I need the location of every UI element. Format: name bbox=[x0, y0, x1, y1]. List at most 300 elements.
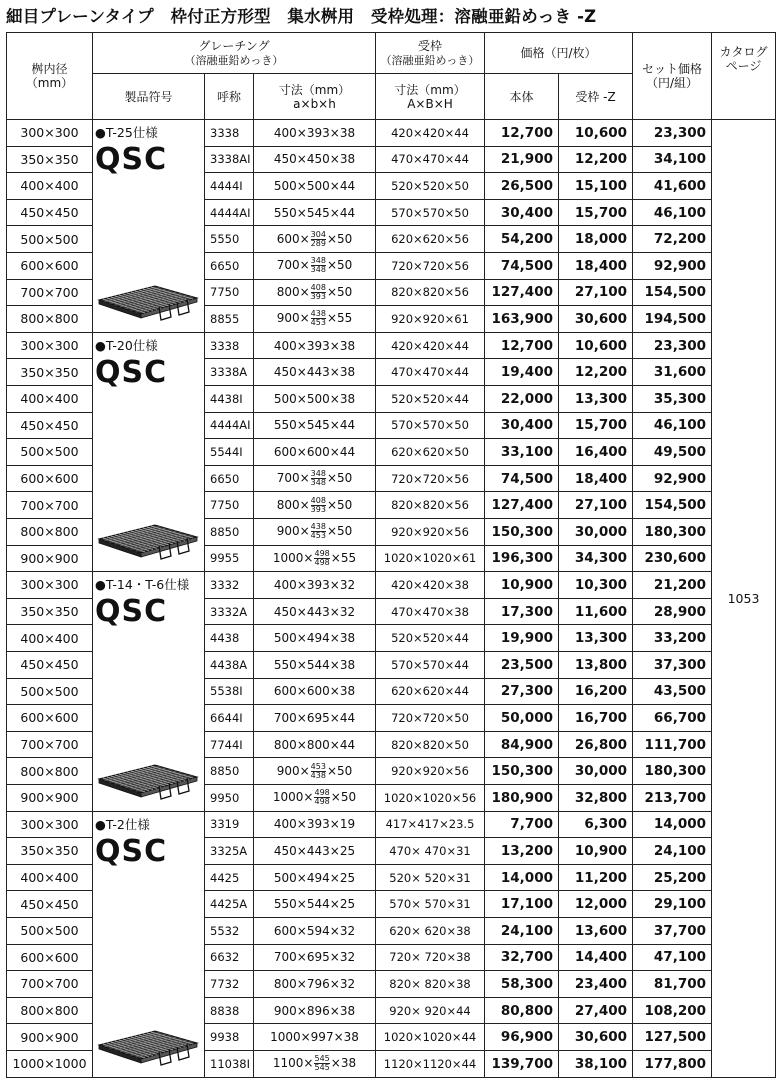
grating-dimension: 600×600×38 bbox=[254, 678, 376, 705]
grating-dimension: 400×393×38 bbox=[254, 332, 376, 359]
grating-name: 4438 bbox=[205, 625, 254, 652]
catalog-page: 1053 bbox=[712, 120, 776, 1078]
grating-illustration bbox=[97, 507, 199, 567]
grating-illustration bbox=[97, 1013, 199, 1073]
body-price: 74,500 bbox=[485, 465, 559, 492]
frame-price: 30,600 bbox=[559, 1024, 633, 1051]
dimension-fraction: $\frac{348}{348}$ bbox=[310, 469, 326, 488]
page-title: 細目プレーンタイプ 枠付正方形型 集水桝用 受枠処理：溶融亜鉛めっき -Z bbox=[6, 7, 597, 26]
inner-diameter: 350×350 bbox=[7, 838, 93, 865]
grating-name: 3338 bbox=[205, 332, 254, 359]
body-price: 196,300 bbox=[485, 545, 559, 572]
body-price: 80,800 bbox=[485, 997, 559, 1024]
dimension-fraction: $\frac{453}{438}$ bbox=[310, 761, 326, 780]
frame-price: 30,000 bbox=[559, 758, 633, 785]
frame-price: 18,400 bbox=[559, 465, 633, 492]
set-price: 23,300 bbox=[633, 332, 712, 359]
frame-dimension: 720×720×56 bbox=[376, 252, 485, 279]
frame-price: 6,300 bbox=[559, 811, 633, 838]
grating-name: 7750 bbox=[205, 492, 254, 519]
frame-price: 12,200 bbox=[559, 359, 633, 386]
grating-name: 6644I bbox=[205, 705, 254, 732]
frame-price: 13,300 bbox=[559, 385, 633, 412]
inner-diameter: 300×300 bbox=[7, 811, 93, 838]
load-spec: ●T-20仕様 bbox=[95, 337, 158, 353]
grating-dimension: 500×500×44 bbox=[254, 173, 376, 200]
grating-dimension: 1000× $\frac{498}{498}$ ×50 bbox=[254, 784, 376, 811]
set-price: 14,000 bbox=[633, 811, 712, 838]
frame-price: 30,000 bbox=[559, 518, 633, 545]
set-price: 92,900 bbox=[633, 465, 712, 492]
header-frame-dim: 寸法（mm） A×B×H bbox=[376, 74, 485, 120]
grating-name: 4444AI bbox=[205, 412, 254, 439]
grating-dimension: 400×393×19 bbox=[254, 811, 376, 838]
grating-name: 3338 bbox=[205, 120, 254, 147]
set-price: 25,200 bbox=[633, 864, 712, 891]
product-code-cell bbox=[93, 332, 205, 571]
header-body-price: 本体 bbox=[485, 74, 559, 120]
set-price: 49,500 bbox=[633, 439, 712, 466]
set-price: 34,100 bbox=[633, 146, 712, 173]
grating-dimension: 800×800×44 bbox=[254, 731, 376, 758]
grating-name: 6650 bbox=[205, 252, 254, 279]
grating-name: 11038I bbox=[205, 1050, 254, 1077]
grating-name: 3332A bbox=[205, 598, 254, 625]
grating-name: 4425A bbox=[205, 891, 254, 918]
frame-dimension: 920×920×56 bbox=[376, 758, 485, 785]
grating-dimension: 600×594×32 bbox=[254, 917, 376, 944]
set-price: 92,900 bbox=[633, 252, 712, 279]
grating-dimension: 700×695×44 bbox=[254, 705, 376, 732]
body-price: 17,100 bbox=[485, 891, 559, 918]
body-price: 19,900 bbox=[485, 625, 559, 652]
frame-price: 18,000 bbox=[559, 226, 633, 253]
grating-name: 9950 bbox=[205, 784, 254, 811]
frame-price: 13,800 bbox=[559, 651, 633, 678]
grating-name: 8850 bbox=[205, 758, 254, 785]
set-price: 46,100 bbox=[633, 412, 712, 439]
frame-dimension: 820×820×50 bbox=[376, 731, 485, 758]
frame-price: 16,400 bbox=[559, 439, 633, 466]
grating-dimension: 450×443×32 bbox=[254, 598, 376, 625]
grating-illustration bbox=[97, 747, 199, 807]
body-price: 180,900 bbox=[485, 784, 559, 811]
set-price: 41,600 bbox=[633, 173, 712, 200]
header-diameter: 桝内径 （mm） bbox=[7, 33, 93, 120]
grating-dimension: 1100× $\frac{545}{545}$ ×38 bbox=[254, 1050, 376, 1077]
header-name: 呼称 bbox=[205, 74, 254, 120]
set-price: 213,700 bbox=[633, 784, 712, 811]
grating-name: 5532 bbox=[205, 917, 254, 944]
set-price: 81,700 bbox=[633, 971, 712, 998]
body-price: 26,500 bbox=[485, 173, 559, 200]
inner-diameter: 350×350 bbox=[7, 598, 93, 625]
set-price: 29,100 bbox=[633, 891, 712, 918]
grating-name: 4444I bbox=[205, 173, 254, 200]
product-code-cell bbox=[93, 811, 205, 1077]
grating-dimension: 450×450×38 bbox=[254, 146, 376, 173]
frame-price: 30,600 bbox=[559, 306, 633, 333]
inner-diameter: 400×400 bbox=[7, 173, 93, 200]
inner-diameter: 600×600 bbox=[7, 465, 93, 492]
grating-dimension: 900× $\frac{438}{453}$ ×50 bbox=[254, 518, 376, 545]
inner-diameter: 500×500 bbox=[7, 678, 93, 705]
body-price: 22,000 bbox=[485, 385, 559, 412]
grating-dimension: 500×500×38 bbox=[254, 385, 376, 412]
dimension-fraction: $\frac{498}{498}$ bbox=[314, 788, 330, 807]
set-price: 108,200 bbox=[633, 997, 712, 1024]
load-spec: ●T-25仕様 bbox=[95, 125, 158, 140]
frame-dimension: 720×720×50 bbox=[376, 705, 485, 732]
body-price: 14,000 bbox=[485, 864, 559, 891]
body-price: 150,300 bbox=[485, 758, 559, 785]
frame-dimension: 1120×1120×44 bbox=[376, 1050, 485, 1077]
dimension-fraction: $\frac{498}{498}$ bbox=[314, 548, 330, 567]
grating-name: 8850 bbox=[205, 518, 254, 545]
inner-diameter: 500×500 bbox=[7, 917, 93, 944]
product-box bbox=[95, 123, 204, 332]
frame-dimension: 520×520×44 bbox=[376, 385, 485, 412]
frame-price: 11,600 bbox=[559, 598, 633, 625]
inner-diameter: 300×300 bbox=[7, 332, 93, 359]
inner-diameter: 1000×1000 bbox=[7, 1050, 93, 1077]
frame-dimension: 470× 470×31 bbox=[376, 838, 485, 865]
product-box bbox=[95, 815, 204, 1077]
dimension-fraction: $\frac{304}{289}$ bbox=[310, 229, 326, 248]
set-price: 37,300 bbox=[633, 651, 712, 678]
inner-diameter: 700×700 bbox=[7, 279, 93, 306]
set-price: 21,200 bbox=[633, 572, 712, 599]
grating-name: 3325A bbox=[205, 838, 254, 865]
header-frame: 受枠 （溶融亜鉛めっき） bbox=[376, 33, 485, 74]
inner-diameter: 800×800 bbox=[7, 518, 93, 545]
set-price: 28,900 bbox=[633, 598, 712, 625]
frame-price: 10,900 bbox=[559, 838, 633, 865]
frame-price: 13,300 bbox=[559, 625, 633, 652]
frame-dimension: 520×520×44 bbox=[376, 625, 485, 652]
inner-diameter: 600×600 bbox=[7, 944, 93, 971]
grating-name: 6632 bbox=[205, 944, 254, 971]
dimension-fraction: $\frac{438}{453}$ bbox=[310, 309, 326, 328]
body-price: 12,700 bbox=[485, 332, 559, 359]
frame-dimension: 720× 720×38 bbox=[376, 944, 485, 971]
inner-diameter: 600×600 bbox=[7, 252, 93, 279]
price-table-container bbox=[6, 32, 775, 1078]
dimension-fraction: $\frac{408}{393}$ bbox=[310, 495, 326, 514]
grating-illustration bbox=[97, 268, 199, 328]
body-price: 84,900 bbox=[485, 731, 559, 758]
body-price: 127,400 bbox=[485, 279, 559, 306]
set-price: 180,300 bbox=[633, 758, 712, 785]
grating-name: 3332 bbox=[205, 572, 254, 599]
load-spec: ●T-14・T-6仕様 bbox=[95, 577, 190, 593]
inner-diameter: 800×800 bbox=[7, 306, 93, 333]
frame-price: 15,700 bbox=[559, 412, 633, 439]
inner-diameter: 900×900 bbox=[7, 1024, 93, 1051]
frame-dimension: 420×420×38 bbox=[376, 572, 485, 599]
frame-dimension: 1020×1020×56 bbox=[376, 784, 485, 811]
frame-dimension: 1020×1020×44 bbox=[376, 1024, 485, 1051]
table-row bbox=[7, 332, 776, 359]
inner-diameter: 350×350 bbox=[7, 359, 93, 386]
grating-dimension: 400×393×38 bbox=[254, 120, 376, 147]
grating-name: 6650 bbox=[205, 465, 254, 492]
set-price: 154,500 bbox=[633, 279, 712, 306]
body-price: 7,700 bbox=[485, 811, 559, 838]
grating-name: 7750 bbox=[205, 279, 254, 306]
set-price: 46,100 bbox=[633, 199, 712, 226]
table-row bbox=[7, 120, 776, 147]
body-price: 50,000 bbox=[485, 705, 559, 732]
grating-name: 4444AI bbox=[205, 199, 254, 226]
grating-dimension: 450×443×25 bbox=[254, 838, 376, 865]
set-price: 194,500 bbox=[633, 306, 712, 333]
product-code: QSC bbox=[95, 833, 168, 869]
frame-dimension: 570×570×44 bbox=[376, 651, 485, 678]
body-price: 10,900 bbox=[485, 572, 559, 599]
frame-price: 23,400 bbox=[559, 971, 633, 998]
set-price: 31,600 bbox=[633, 359, 712, 386]
inner-diameter: 700×700 bbox=[7, 492, 93, 519]
set-price: 72,200 bbox=[633, 226, 712, 253]
body-price: 24,100 bbox=[485, 917, 559, 944]
body-price: 96,900 bbox=[485, 1024, 559, 1051]
set-price: 23,300 bbox=[633, 120, 712, 147]
header-price: 価格（円/枚） bbox=[485, 33, 633, 74]
body-price: 163,900 bbox=[485, 306, 559, 333]
body-price: 33,100 bbox=[485, 439, 559, 466]
body-price: 74,500 bbox=[485, 252, 559, 279]
grating-dimension: 550×545×44 bbox=[254, 199, 376, 226]
header-frame-price: 受枠 -Z bbox=[559, 74, 633, 120]
inner-diameter: 500×500 bbox=[7, 439, 93, 466]
grating-name: 9955 bbox=[205, 545, 254, 572]
product-code: QSC bbox=[95, 142, 168, 177]
frame-dimension: 720×720×56 bbox=[376, 465, 485, 492]
inner-diameter: 900×900 bbox=[7, 784, 93, 811]
grating-dimension: 700× $\frac{348}{348}$ ×50 bbox=[254, 465, 376, 492]
frame-dimension: 470×470×44 bbox=[376, 146, 485, 173]
product-box bbox=[95, 575, 204, 810]
grating-dimension: 900× $\frac{438}{453}$ ×55 bbox=[254, 306, 376, 333]
set-price: 111,700 bbox=[633, 731, 712, 758]
inner-diameter: 400×400 bbox=[7, 625, 93, 652]
frame-price: 11,200 bbox=[559, 864, 633, 891]
inner-diameter: 450×450 bbox=[7, 199, 93, 226]
product-code-cell bbox=[93, 572, 205, 811]
set-price: 230,600 bbox=[633, 545, 712, 572]
frame-dimension: 1020×1020×61 bbox=[376, 545, 485, 572]
grating-dimension: 700×695×32 bbox=[254, 944, 376, 971]
load-spec: ●T-2仕様 bbox=[95, 816, 150, 832]
set-price: 66,700 bbox=[633, 705, 712, 732]
inner-diameter: 400×400 bbox=[7, 864, 93, 891]
frame-dimension: 920×920×56 bbox=[376, 518, 485, 545]
body-price: 13,200 bbox=[485, 838, 559, 865]
grating-name: 5538I bbox=[205, 678, 254, 705]
frame-dimension: 470×470×44 bbox=[376, 359, 485, 386]
header-dim: 寸法（mm） a×b×h bbox=[254, 74, 376, 120]
grating-name: 4425 bbox=[205, 864, 254, 891]
body-price: 58,300 bbox=[485, 971, 559, 998]
body-price: 23,500 bbox=[485, 651, 559, 678]
grating-name: 3338A bbox=[205, 359, 254, 386]
set-price: 37,700 bbox=[633, 917, 712, 944]
frame-price: 38,100 bbox=[559, 1050, 633, 1077]
frame-price: 27,100 bbox=[559, 492, 633, 519]
grating-dimension: 550×545×44 bbox=[254, 412, 376, 439]
frame-price: 12,200 bbox=[559, 146, 633, 173]
inner-diameter: 300×300 bbox=[7, 120, 93, 147]
frame-price: 10,600 bbox=[559, 120, 633, 147]
frame-price: 14,400 bbox=[559, 944, 633, 971]
inner-diameter: 450×450 bbox=[7, 412, 93, 439]
frame-dimension: 920×920×61 bbox=[376, 306, 485, 333]
frame-dimension: 520×520×50 bbox=[376, 173, 485, 200]
inner-diameter: 400×400 bbox=[7, 385, 93, 412]
inner-diameter: 350×350 bbox=[7, 146, 93, 173]
inner-diameter: 500×500 bbox=[7, 226, 93, 253]
frame-price: 13,600 bbox=[559, 917, 633, 944]
set-price: 24,100 bbox=[633, 838, 712, 865]
grating-dimension: 900× $\frac{453}{438}$ ×50 bbox=[254, 758, 376, 785]
frame-dimension: 620×620×50 bbox=[376, 439, 485, 466]
frame-price: 16,200 bbox=[559, 678, 633, 705]
grating-dimension: 550×544×25 bbox=[254, 891, 376, 918]
frame-dimension: 920× 920×44 bbox=[376, 997, 485, 1024]
frame-dimension: 820×820×56 bbox=[376, 492, 485, 519]
price-table bbox=[6, 32, 776, 1078]
dimension-fraction: $\frac{545}{545}$ bbox=[314, 1054, 330, 1073]
inner-diameter: 600×600 bbox=[7, 705, 93, 732]
set-price: 43,500 bbox=[633, 678, 712, 705]
frame-dimension: 520× 520×31 bbox=[376, 864, 485, 891]
body-price: 21,900 bbox=[485, 146, 559, 173]
grating-dimension: 700× $\frac{348}{348}$ ×50 bbox=[254, 252, 376, 279]
frame-price: 18,400 bbox=[559, 252, 633, 279]
grating-dimension: 450×443×38 bbox=[254, 359, 376, 386]
grating-name: 7744I bbox=[205, 731, 254, 758]
body-price: 19,400 bbox=[485, 359, 559, 386]
frame-dimension: 820× 820×38 bbox=[376, 971, 485, 998]
set-price: 47,100 bbox=[633, 944, 712, 971]
grating-name: 3319 bbox=[205, 811, 254, 838]
inner-diameter: 800×800 bbox=[7, 997, 93, 1024]
frame-price: 26,800 bbox=[559, 731, 633, 758]
grating-name: 9938 bbox=[205, 1024, 254, 1051]
grating-dimension: 800× $\frac{408}{393}$ ×50 bbox=[254, 279, 376, 306]
frame-price: 10,300 bbox=[559, 572, 633, 599]
frame-price: 27,400 bbox=[559, 997, 633, 1024]
body-price: 12,700 bbox=[485, 120, 559, 147]
header-set-price: セット価格 （円/組） bbox=[633, 33, 712, 120]
frame-price: 27,100 bbox=[559, 279, 633, 306]
set-price: 127,500 bbox=[633, 1024, 712, 1051]
header-catalog-page: カタログ ページ bbox=[712, 33, 776, 120]
inner-diameter: 450×450 bbox=[7, 651, 93, 678]
grating-dimension: 1000×997×38 bbox=[254, 1024, 376, 1051]
frame-price: 15,100 bbox=[559, 173, 633, 200]
product-box bbox=[95, 336, 204, 571]
frame-price: 10,600 bbox=[559, 332, 633, 359]
frame-dimension: 620×620×56 bbox=[376, 226, 485, 253]
grating-dimension: 900×896×38 bbox=[254, 997, 376, 1024]
grating-dimension: 800× $\frac{408}{393}$ ×50 bbox=[254, 492, 376, 519]
body-price: 127,400 bbox=[485, 492, 559, 519]
body-price: 54,200 bbox=[485, 226, 559, 253]
inner-diameter: 700×700 bbox=[7, 731, 93, 758]
grating-dimension: 500×494×38 bbox=[254, 625, 376, 652]
dimension-fraction: $\frac{408}{393}$ bbox=[310, 282, 326, 301]
frame-dimension: 420×420×44 bbox=[376, 332, 485, 359]
frame-dimension: 420×420×44 bbox=[376, 120, 485, 147]
product-code: QSC bbox=[95, 354, 168, 390]
grating-name: 5550 bbox=[205, 226, 254, 253]
frame-dimension: 820×820×56 bbox=[376, 279, 485, 306]
frame-dimension: 620× 620×38 bbox=[376, 917, 485, 944]
frame-dimension: 570× 570×31 bbox=[376, 891, 485, 918]
inner-diameter: 300×300 bbox=[7, 572, 93, 599]
frame-price: 12,000 bbox=[559, 891, 633, 918]
inner-diameter: 900×900 bbox=[7, 545, 93, 572]
frame-dimension: 417×417×23.5 bbox=[376, 811, 485, 838]
inner-diameter: 800×800 bbox=[7, 758, 93, 785]
set-price: 154,500 bbox=[633, 492, 712, 519]
dimension-fraction: $\frac{348}{348}$ bbox=[310, 256, 326, 275]
grating-name: 4438A bbox=[205, 651, 254, 678]
frame-dimension: 620×620×44 bbox=[376, 678, 485, 705]
body-price: 27,300 bbox=[485, 678, 559, 705]
grating-name: 8838 bbox=[205, 997, 254, 1024]
grating-name: 7732 bbox=[205, 971, 254, 998]
grating-dimension: 800×796×32 bbox=[254, 971, 376, 998]
table-row bbox=[7, 811, 776, 838]
body-price: 139,700 bbox=[485, 1050, 559, 1077]
body-price: 30,400 bbox=[485, 199, 559, 226]
grating-name: 3338AI bbox=[205, 146, 254, 173]
body-price: 150,300 bbox=[485, 518, 559, 545]
grating-dimension: 1000× $\frac{498}{498}$ ×55 bbox=[254, 545, 376, 572]
grating-dimension: 600×600×44 bbox=[254, 439, 376, 466]
frame-price: 32,800 bbox=[559, 784, 633, 811]
frame-dimension: 570×570×50 bbox=[376, 412, 485, 439]
product-code-cell bbox=[93, 120, 205, 333]
grating-name: 4438I bbox=[205, 385, 254, 412]
inner-diameter: 700×700 bbox=[7, 971, 93, 998]
frame-dimension: 570×570×50 bbox=[376, 199, 485, 226]
frame-price: 16,700 bbox=[559, 705, 633, 732]
grating-name: 8855 bbox=[205, 306, 254, 333]
grating-dimension: 500×494×25 bbox=[254, 864, 376, 891]
body-price: 17,300 bbox=[485, 598, 559, 625]
set-price: 177,800 bbox=[633, 1050, 712, 1077]
header-product-code: 製品符号 bbox=[93, 74, 205, 120]
body-price: 30,400 bbox=[485, 412, 559, 439]
set-price: 33,200 bbox=[633, 625, 712, 652]
body-price: 32,700 bbox=[485, 944, 559, 971]
grating-dimension: 600× $\frac{304}{289}$ ×50 bbox=[254, 226, 376, 253]
frame-price: 34,300 bbox=[559, 545, 633, 572]
grating-dimension: 400×393×32 bbox=[254, 572, 376, 599]
product-code: QSC bbox=[95, 594, 168, 630]
inner-diameter: 450×450 bbox=[7, 891, 93, 918]
set-price: 180,300 bbox=[633, 518, 712, 545]
grating-name: 5544I bbox=[205, 439, 254, 466]
frame-price: 15,700 bbox=[559, 199, 633, 226]
table-row bbox=[7, 572, 776, 599]
dimension-fraction: $\frac{438}{453}$ bbox=[310, 522, 326, 541]
set-price: 35,300 bbox=[633, 385, 712, 412]
